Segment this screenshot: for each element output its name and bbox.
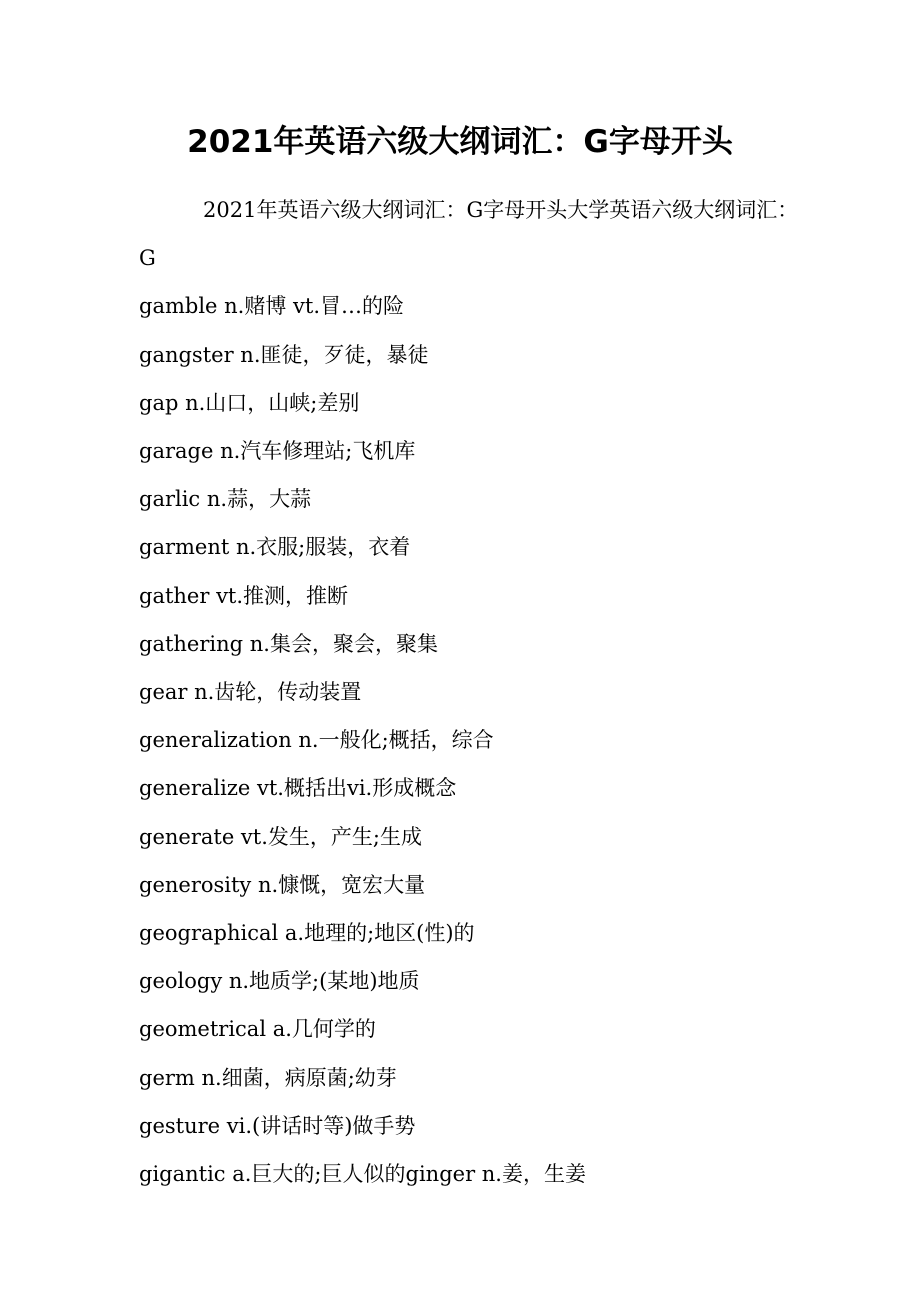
vocabulary-entry: generalization n.一般化;概括，综合	[139, 728, 494, 753]
vocabulary-entry: gamble n.赌博 vt.冒…的险	[139, 294, 404, 319]
document-title: 2021年英语六级大纲词汇：G字母开头	[187, 124, 733, 160]
vocabulary-entry: generosity n.慷慨，宽宏大量	[139, 872, 426, 897]
vocabulary-entry: generalize vt.概括出vi.形成概念	[139, 776, 457, 801]
intro-paragraph: 2021年英语六级大纲词汇：G字母开头大学英语六级大纲词汇：G	[139, 198, 799, 271]
vocabulary-entry: garment n.衣服;服装，衣着	[139, 535, 411, 560]
vocabulary-entry: gigantic a.巨大的;巨人似的ginger n.姜，生姜	[139, 1162, 586, 1187]
vocabulary-entry: geology n.地质学;(某地)地质	[139, 969, 420, 994]
vocabulary-entry: germ n.细菌，病原菌;幼芽	[139, 1065, 397, 1090]
vocabulary-entry: gathering n.集会，聚会，聚集	[139, 631, 438, 656]
vocabulary-list	[139, 282, 799, 1198]
vocabulary-entry: garage n.汽车修理站;飞机库	[139, 439, 416, 464]
vocabulary-entry: geometrical a.几何学的	[139, 1017, 376, 1042]
vocabulary-entry: geographical a.地理的;地区(性)的	[139, 921, 475, 946]
vocabulary-entry: gear n.齿轮，传动装置	[139, 680, 362, 705]
vocabulary-entry: gesture vi.(讲话时等)做手势	[139, 1113, 416, 1138]
vocabulary-entry: generate vt.发生，产生;生成	[139, 824, 422, 849]
vocabulary-entry: gap n.山口，山峡;差别	[139, 390, 360, 415]
vocabulary-entry: gangster n.匪徒，歹徒，暴徒	[139, 342, 429, 367]
vocabulary-entry: gather vt.推测，推断	[139, 583, 349, 608]
vocabulary-entry: garlic n.蒜，大蒜	[139, 487, 312, 512]
document-body	[139, 186, 799, 1198]
